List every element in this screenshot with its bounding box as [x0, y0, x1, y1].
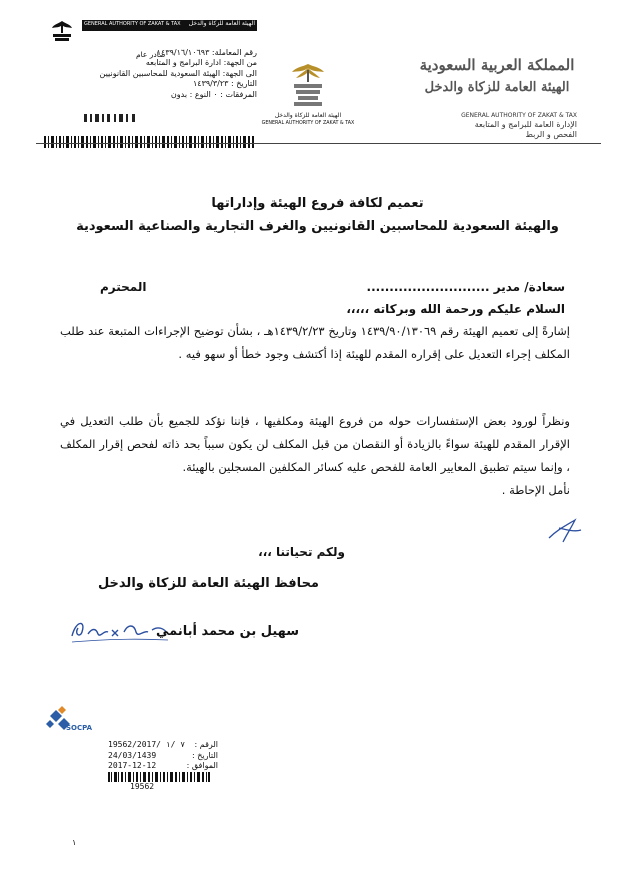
socpa-logo-icon: [44, 702, 104, 742]
ref-gregorian-label: الموافق :: [186, 761, 218, 770]
circular-title: تعميم لكافة فروع الهيئة وإداراتها: [211, 196, 424, 211]
page-number: ١: [72, 838, 77, 847]
salutation-line: [100, 280, 565, 294]
stamp-line-to: الى الجهة: الهيئة السعودية للمحاسبين القانونيين: [99, 68, 257, 78]
stamp-barcode: [44, 136, 254, 148]
palm-logo-icon: [258, 58, 358, 114]
incoming-stamp: [44, 14, 259, 136]
center-logo-ar: الهيئة العامة للزكاة والدخل: [274, 112, 342, 119]
respected-label: المحترم: [100, 280, 147, 294]
ref-gregorian-value: 2017-12-12: [108, 761, 157, 770]
ref-row-gregorian: [108, 761, 218, 772]
handwritten-mark: [545, 508, 585, 548]
ref-row-number: [108, 740, 218, 751]
stamp-lines: [100, 48, 257, 100]
greeting: السلام عليكم ورحمة الله وبركاته ،،،،،: [346, 302, 565, 316]
authority-title: الهيئة العامة للزكاة والدخل: [424, 80, 570, 95]
closing-thanks: ولكم تحياتنا ،،،: [258, 545, 345, 559]
stamp-dotted-bar: [84, 112, 264, 124]
signatory-name: سهيل بن محمد أبانمي: [155, 624, 299, 639]
governor-title: محافظ الهيئة العامة للزكاة والدخل: [97, 576, 319, 591]
reference-barcode: [108, 772, 210, 782]
circular-subtitle: والهيئة السعودية للمحاسبين القانونيين والغرف التجارية والصناعية السعودية: [76, 219, 559, 234]
ref-date-value: 24/03/1439: [108, 750, 157, 760]
center-logo: [258, 58, 358, 138]
header-divider: [36, 143, 601, 144]
stamp-line-attachments: المرفقات : ٠ النوع : بدون: [170, 89, 257, 99]
stamp-line-date: التاريخ : ١٤٣٩/٣/٢٣: [192, 79, 257, 89]
stamp-header-ar: الهيئة العامة للزكاة والدخل: [188, 20, 255, 27]
authority-en: GENERAL AUTHORITY OF ZAKAT & TAX: [461, 112, 577, 119]
reference-block: [108, 740, 218, 772]
salutation: سعادة/ مدير ...........................: [366, 280, 565, 294]
kingdom-title: المملكة العربية السعودية: [419, 56, 575, 74]
paragraph-2: [60, 410, 570, 502]
ref-number-label: الرقم :: [194, 740, 218, 749]
reference-barcode-number: 19562: [130, 782, 155, 791]
paragraph-2-text: ونظراً لورود بعض الإستفسارات حوله من فروع الهيئة ومكلفيها ، فإننا نؤكد للجميع بأن طلب التعديل في الإقرار المقدم للهيئة سواءً بالزيادة أو النقصان من قبل المكلف لن يكون سبباً بحد ذاته لفحص إقرار المكلف ، وإنما سيتم تطبيق المعايير العامة للفحص عليه كسائر المكلفين المسجلين بالهيئة.: [60, 414, 570, 474]
center-logo-en: GENERAL AUTHORITY OF ZAKAT & TAX: [261, 121, 355, 126]
stamp-issue-label: صادر عام: [136, 50, 166, 59]
department-line-1: الإدارة العامة للبرامج و المتابعة: [474, 120, 577, 129]
ref-row-date: [108, 751, 218, 762]
stamp-line-from: من الجهة: ادارة البرامج و المتابعه: [145, 58, 257, 68]
ref-number-value: 19562/2017/ ٧ /١: [108, 740, 186, 749]
stamp-header-en: GENERAL AUTHORITY OF ZAKAT & TAX: [84, 21, 181, 27]
socpa-label: SOCPA: [66, 724, 93, 732]
zakat-logo-icon: [48, 18, 76, 44]
paragraph-3-text: نأمل الإحاطة .: [501, 483, 570, 497]
stamp-line-transaction: رقم المعاملة: ١٤٣٩/١٦/١٠٦٩٣: [156, 48, 257, 57]
paragraph-1: إشارةً إلى تعميم الهيئة رقم ١٤٣٩/٩٠/١٣٠٦٩ وتاريخ ١٤٣٩/٢/٢٣هـ ، بشأن توضيح الإجراءات المتبعة عند طلب المكلف إجراء التعديل على إقراره المقدم للهيئة إذا أكتشف وجود خطأ أو سهو فيه .: [60, 324, 570, 361]
ref-date-label: التاريخ :: [191, 750, 218, 760]
department-line-2: الفحص و الربط: [525, 130, 577, 139]
